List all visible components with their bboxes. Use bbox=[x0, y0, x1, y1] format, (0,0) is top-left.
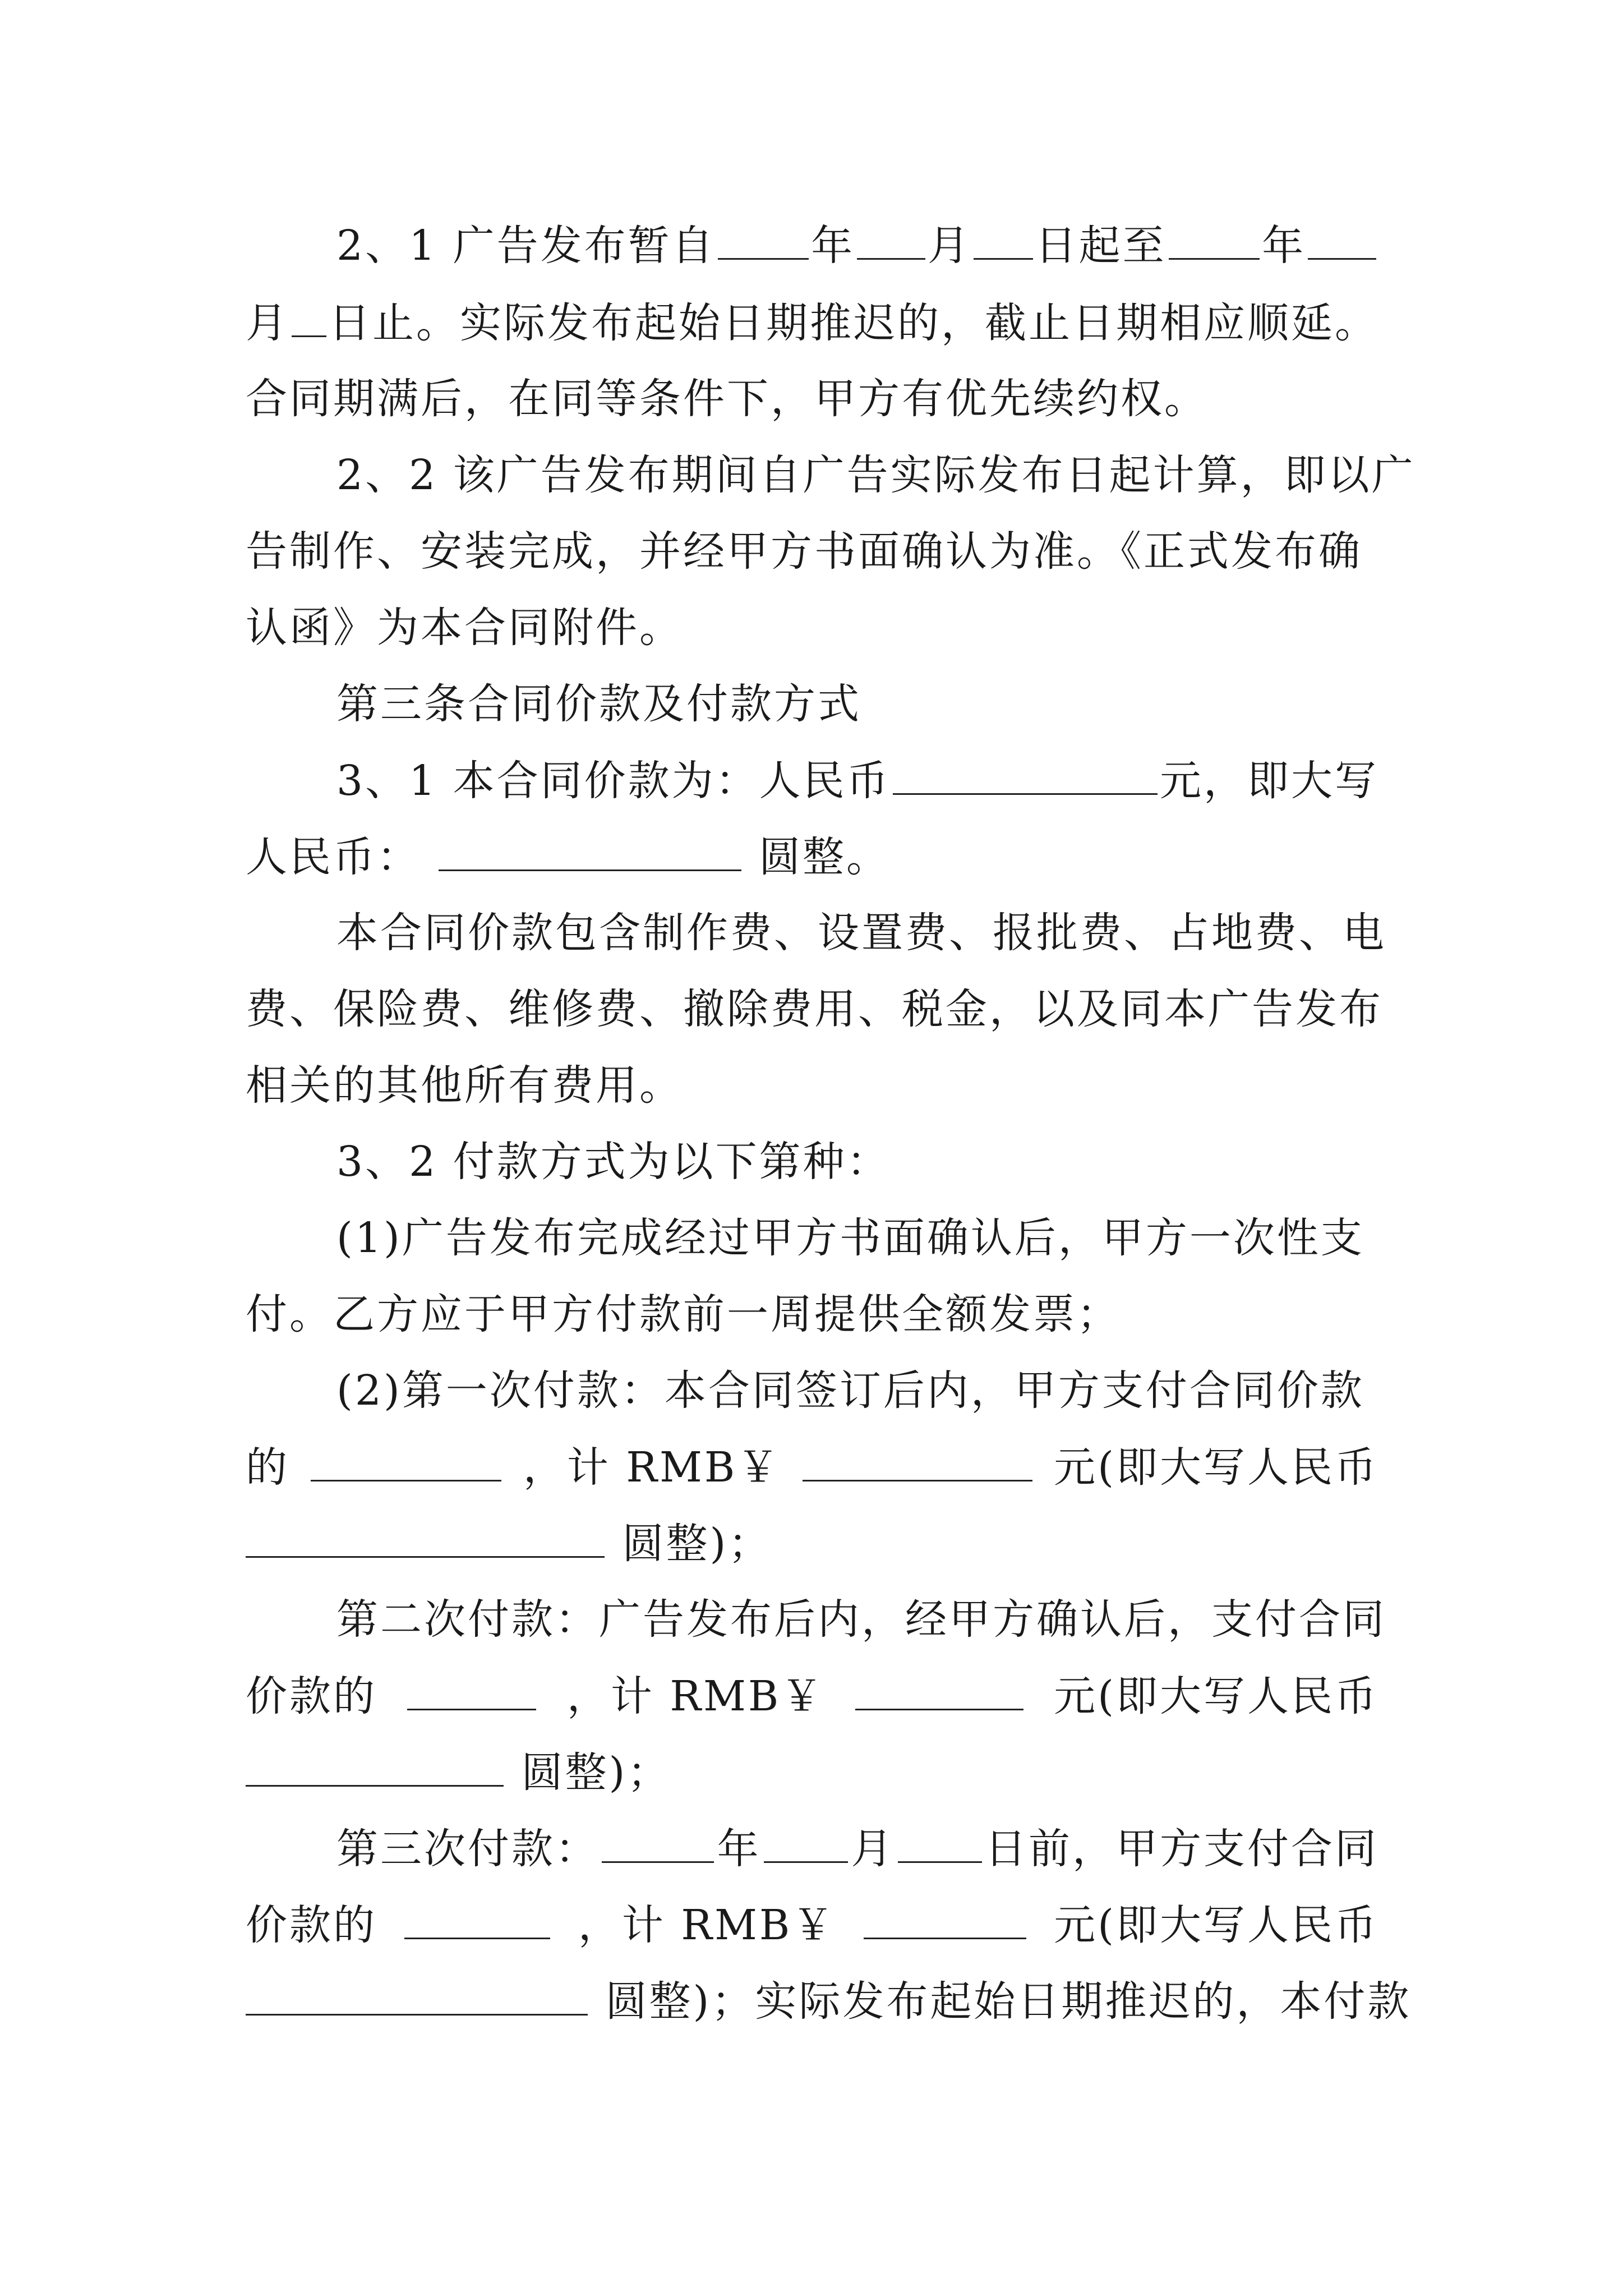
payment-1-line bbox=[246, 1443, 1378, 1492]
text-segment: 圆整)；实际发布起始日期推迟的，本付款 bbox=[605, 1977, 1412, 2026]
text-segment: ，计 RMB￥ bbox=[523, 1443, 781, 1492]
text-segment: 价款的 bbox=[246, 1672, 377, 1720]
payment-2-line-1: 第二次付款：广告发布后内，经甲方确认后，支付合同 bbox=[336, 1595, 1386, 1644]
paragraph-line: 费、保险费、维修费、撤除费用、税金，以及同本广告发布 bbox=[246, 985, 1383, 1033]
blank-field[interactable] bbox=[407, 1675, 536, 1710]
blank-field[interactable] bbox=[974, 224, 1033, 260]
blank-field[interactable] bbox=[246, 1522, 605, 1558]
blank-field[interactable] bbox=[857, 224, 925, 260]
text-segment: 日前，甲方支付合同 bbox=[984, 1825, 1378, 1873]
text-segment: 元(即大写人民币 bbox=[1054, 1672, 1378, 1720]
payment-2-line-3 bbox=[246, 1749, 1378, 1797]
blank-field[interactable] bbox=[864, 1904, 1026, 1939]
payment-2-line-2 bbox=[246, 1672, 1378, 1720]
payment-3-line-1 bbox=[336, 1825, 1378, 1873]
section-heading: 第三条合同价款及付款方式 bbox=[336, 680, 861, 728]
text-segment: 人民币： bbox=[246, 833, 421, 881]
text-segment: 的 bbox=[246, 1443, 289, 1492]
blank-field[interactable] bbox=[718, 224, 809, 260]
blank-field[interactable] bbox=[764, 1828, 848, 1863]
text-segment: 圆整。 bbox=[759, 833, 891, 881]
clause-2-1-line-2 bbox=[246, 299, 1378, 347]
paragraph-line: 告制作、安装完成，并经甲方书面确认为准。《正式发布确 bbox=[246, 527, 1362, 576]
text-segment: 年 bbox=[811, 222, 855, 270]
text-segment: 年 bbox=[717, 1825, 761, 1873]
clause-2-1-line-1 bbox=[336, 222, 1378, 270]
clause-3-1-line-1 bbox=[336, 757, 1378, 805]
blank-field[interactable] bbox=[246, 1980, 588, 2016]
payment-1-line-2 bbox=[246, 1520, 1378, 1568]
blank-field[interactable] bbox=[1308, 224, 1376, 260]
text-segment: ，计 RMB￥ bbox=[566, 1672, 825, 1720]
text-segment: 圆整)； bbox=[521, 1749, 671, 1797]
text-segment: 日止。实际发布起始日期推迟的，截止日期相应顺延。 bbox=[329, 299, 1378, 347]
blank-field[interactable] bbox=[898, 1828, 982, 1863]
text-segment: ，计 RMB￥ bbox=[578, 1901, 836, 1949]
blank-field[interactable] bbox=[803, 1446, 1032, 1481]
clause-3-1-line-2 bbox=[246, 833, 1378, 881]
text-segment: 价款的 bbox=[246, 1901, 377, 1949]
text-segment: 3、1 本合同价款为：人民币 bbox=[336, 757, 891, 805]
text-segment: 2、1 广告发布暂自 bbox=[336, 222, 716, 270]
blank-field[interactable] bbox=[292, 302, 326, 337]
option-1-line-1: (1)广告发布完成经过甲方书面确认后，甲方一次性支 bbox=[336, 1214, 1364, 1262]
clause-2-2-line-1 bbox=[336, 451, 1415, 499]
text-segment: 2、2 该广告发布期间自广告实际发布日起计算，即以广 bbox=[336, 451, 1415, 499]
text-segment: 圆整)； bbox=[622, 1520, 772, 1568]
blank-field[interactable] bbox=[1169, 224, 1260, 260]
paragraph-line: 相关的其他所有费用。 bbox=[246, 1061, 683, 1110]
payment-3-line-3 bbox=[246, 1977, 1412, 2026]
blank-field[interactable] bbox=[404, 1904, 550, 1939]
text-segment: 年 bbox=[1262, 222, 1306, 270]
blank-field[interactable] bbox=[893, 760, 1158, 795]
clause-3-2: 3、2 付款方式为以下第种： bbox=[336, 1138, 891, 1186]
option-2-line-1: (2)第一次付款：本合同签订后内，甲方支付合同价款 bbox=[336, 1366, 1364, 1415]
blank-field[interactable] bbox=[439, 836, 741, 871]
text-segment: 月 bbox=[246, 299, 289, 347]
paragraph-line: 合同期满后，在同等条件下，甲方有优先续约权。 bbox=[246, 375, 1208, 423]
option-1-line-2: 付。乙方应于甲方付款前一周提供全额发票； bbox=[246, 1290, 1121, 1338]
paragraph-line: 本合同价款包含制作费、设置费、报批费、占地费、电 bbox=[336, 909, 1386, 957]
text-segment: 日起至 bbox=[1035, 222, 1166, 270]
blank-field[interactable] bbox=[246, 1751, 504, 1787]
blank-field[interactable] bbox=[311, 1446, 501, 1481]
text-segment: 月 bbox=[928, 222, 972, 270]
payment-3-line-2 bbox=[246, 1901, 1378, 1949]
text-segment: 元(即大写人民币 bbox=[1054, 1901, 1378, 1949]
text-segment: 第三次付款： bbox=[336, 1825, 599, 1873]
text-segment: 元，即大写 bbox=[1160, 757, 1378, 805]
blank-field[interactable] bbox=[602, 1828, 714, 1863]
blank-field[interactable] bbox=[855, 1675, 1023, 1710]
paragraph-line: 认函》为本合同附件。 bbox=[246, 604, 683, 652]
text-segment: 元(即大写人民币 bbox=[1054, 1443, 1378, 1492]
text-segment: 月 bbox=[851, 1825, 895, 1873]
